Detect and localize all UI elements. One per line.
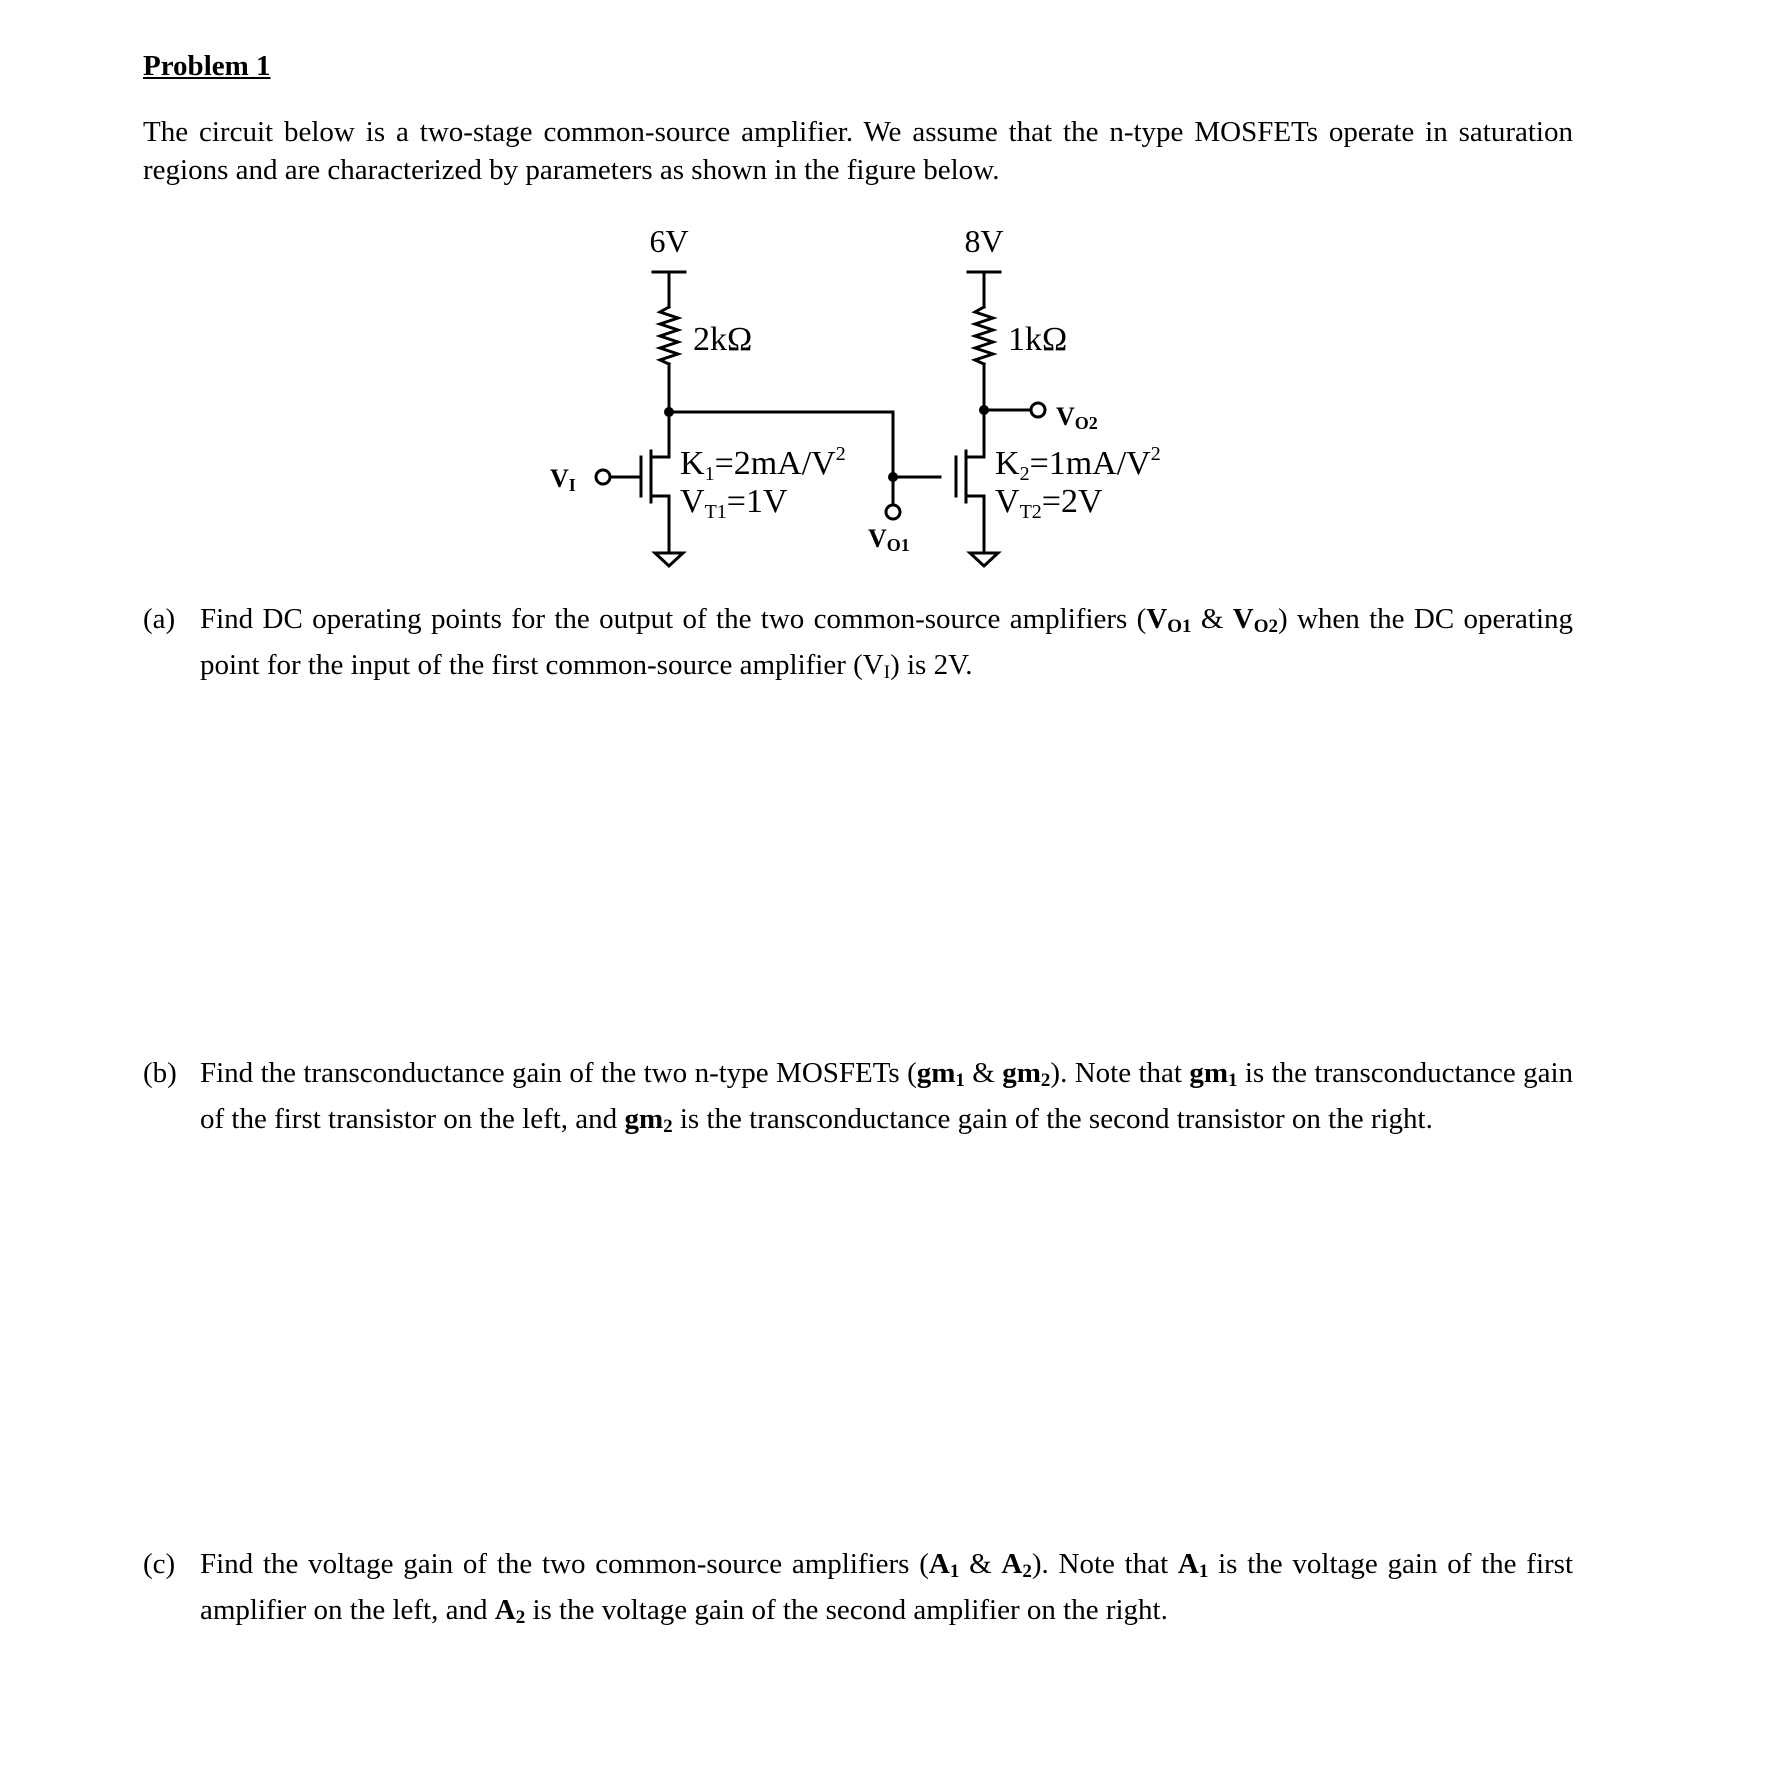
junction-dot <box>888 472 898 482</box>
question-a <box>143 600 1574 683</box>
supply-right-label: 8V <box>964 223 1004 259</box>
circuit-diagram <box>0 0 1766 600</box>
ground-icon <box>655 553 683 566</box>
question-b-text: Find the transconductance gain of the two n-type MOSFETs ($gm_1$ & $gm_2$). Note that $gm_1$ is the transconductance gain of the first transistor on the left, and $gm_2$ is the transconductance gain of the second transistor on the right. <box>200 1057 1574 1137</box>
question-c <box>143 1545 1574 1628</box>
question-a-text: Find DC operating points for the output of the two common-source amplifiers ($V_{O1}$ & $V_{O2}$) when the DC operating point for the input of the first common-source amplifier $(V_I)$ is 2V. <box>200 603 1574 683</box>
junction-dot <box>664 407 674 417</box>
problem-title: Problem 1 <box>143 50 271 82</box>
vo2-terminal <box>1031 403 1045 417</box>
question-b <box>143 1054 1574 1137</box>
transistor1-vt: VT1=1V <box>680 483 788 523</box>
junction-dot <box>979 405 989 415</box>
question-a-label: (a) <box>143 603 176 635</box>
resistor-right-label: 1kΩ <box>1008 321 1068 358</box>
resistor-left <box>660 307 678 364</box>
question-c-label: (c) <box>143 1548 176 1580</box>
transistor2-k: $K2=1mA/V^2$ <box>995 443 1161 485</box>
vo1-terminal <box>886 505 900 519</box>
problem-intro: The circuit below is a two-stage common-source amplifier. We assume that the n-type MOSFETs operate in saturation regions and are characterized by parameters as shown in the figure below. <box>143 116 1573 186</box>
resistor-left-label: 2kΩ <box>693 321 753 358</box>
vo2-label: VO2 <box>1056 402 1098 433</box>
input-terminal <box>596 470 610 484</box>
supply-left-label: 6V <box>649 223 689 259</box>
ground-icon <box>970 553 998 566</box>
transistor1-k: $K1=2mA/V^2$ <box>680 443 846 485</box>
question-c-text: Find the voltage gain of the two common-source amplifiers ($A_1$ & $A_2$). Note that $A_1$ is the voltage gain of the first amplifier on the left, and $A_2$ is the voltage gain of the second amplifier on the right. <box>200 1548 1574 1628</box>
resistor-right <box>975 307 993 364</box>
input-label: VI <box>550 464 576 495</box>
vo1-label: VO1 <box>868 524 910 555</box>
question-b-label: (b) <box>143 1057 177 1089</box>
transistor2-vt: VT2=2V <box>995 483 1103 523</box>
